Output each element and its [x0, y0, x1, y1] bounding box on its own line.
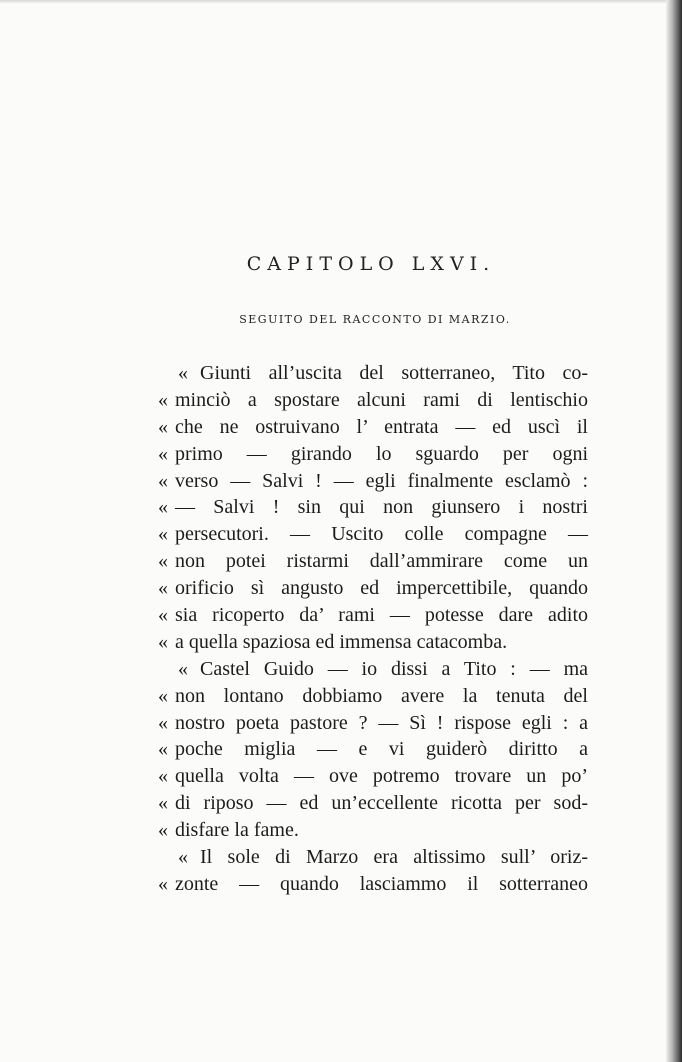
line-text: che ne ostruivano l’ entrata — ed uscì il — [175, 415, 588, 438]
text-line — [148, 817, 588, 844]
text-line — [148, 629, 588, 656]
line-text: Castel Guido — io dissi a Tito : — ma — [200, 657, 588, 680]
line-text: di riposo — ed un’eccellente ricotta per sod- — [175, 792, 588, 815]
text-line — [148, 494, 588, 521]
quote-mark: « — [158, 604, 168, 627]
text-line — [148, 548, 588, 575]
text-line — [148, 360, 588, 387]
quote-mark: « — [158, 872, 168, 895]
quote-mark: « — [158, 684, 168, 707]
line-text: — Salvi ! sin qui non giunsero i nostri — [175, 496, 588, 519]
scan-edge-right — [666, 0, 682, 1062]
line-text: persecutori. — Uscito colle compagne — — [175, 523, 588, 546]
scan-edge-top — [0, 0, 682, 4]
line-text: Giunti all’uscita del sotterraneo, Tito co- — [200, 362, 588, 384]
text-line — [148, 763, 588, 790]
text-line — [148, 414, 588, 441]
text-line — [148, 387, 588, 414]
text-line — [148, 575, 588, 602]
quote-mark: « — [178, 657, 188, 680]
line-text: non lontano dobbiamo avere la tenuta del — [175, 684, 588, 707]
text-line — [148, 602, 588, 629]
line-text: zonte — quando lasciammo il sotterraneo — [175, 872, 588, 895]
line-text: sia ricoperto da’ rami — potesse dare adito — [175, 604, 588, 627]
quote-mark: « — [178, 362, 188, 384]
quote-mark: « — [158, 496, 168, 519]
quote-mark: « — [158, 792, 168, 815]
text-line — [148, 844, 588, 871]
text-line — [148, 441, 588, 468]
quote-mark: « — [158, 550, 168, 573]
quote-mark: « — [158, 442, 168, 465]
line-text: quella volta — ove potremo trovare un po’ — [175, 765, 588, 788]
text-line — [148, 736, 588, 763]
quote-mark: « — [158, 523, 168, 546]
line-text: Il sole di Marzo era altissimo sull’ oriz- — [200, 846, 588, 869]
text-line — [148, 683, 588, 710]
quote-mark: « — [158, 819, 168, 842]
text-line — [148, 710, 588, 737]
text-line — [148, 871, 588, 898]
quote-mark: « — [158, 738, 168, 761]
quote-mark: « — [158, 711, 168, 734]
line-text: minciò a spostare alcuni rami di lentischio — [175, 388, 588, 411]
quote-mark: « — [158, 577, 168, 600]
quote-mark: « — [158, 388, 168, 411]
quote-mark: « — [178, 846, 188, 869]
text-line — [148, 656, 588, 683]
chapter-title: CAPITOLO LXVI. — [246, 253, 496, 275]
line-text: a quella spaziosa ed immensa catacomba. — [175, 630, 508, 653]
chapter-subtitle: SEGUITO DEL RACCONTO DI MARZIO. — [239, 313, 511, 326]
line-text: verso — Salvi ! — egli finalmente esclamò : — [175, 469, 588, 492]
text-line — [148, 521, 588, 548]
body-text — [148, 360, 588, 898]
line-text: primo — girando lo sguardo per ogni — [175, 442, 588, 465]
quote-mark: « — [158, 415, 168, 438]
line-text: orificio sì angusto ed impercettibile, quando — [175, 577, 588, 600]
line-text: non potei ristarmi dall’ammirare come un — [175, 550, 588, 573]
text-line — [148, 790, 588, 817]
line-text: disfare la fame. — [175, 819, 299, 842]
text-line — [148, 468, 588, 495]
quote-mark: « — [158, 630, 168, 653]
quote-mark: « — [158, 469, 168, 492]
quote-mark: « — [158, 765, 168, 788]
line-text: poche miglia — e vi guiderò diritto a — [175, 738, 588, 761]
line-text: nostro poeta pastore ? — Sì ! rispose egli : a — [175, 711, 588, 734]
